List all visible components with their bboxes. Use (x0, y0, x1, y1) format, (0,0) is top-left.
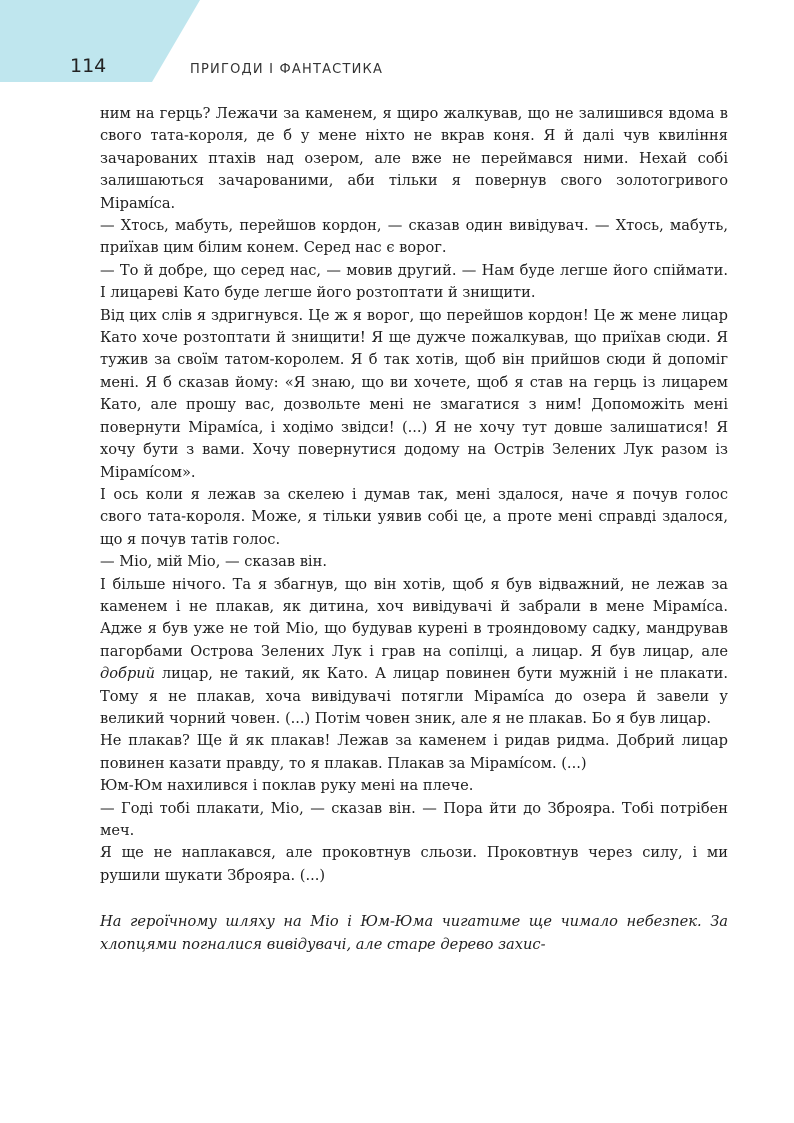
paragraph: — Годі тобі плакати, Міо, — сказав він. — Пора йти до Зброяра. Тобі потрібен меч. (100, 799, 728, 839)
paragraph: Я ще не наплакався, але проковтнув сльози. Проковтнув через силу, і ми рушили шукати Зброяра. (...) (100, 844, 728, 884)
paragraph: Від цих слів я здригнувся. Це ж я ворог, що перейшов кордон! Це ж мене лицар Като хоче розтоптати й знищити! Я ще дужче пожалкував, що приїхав сюди. Я тужив за своїм татом-королем. Я б так хотів, щоб він прийшов сюди й допоміг мені. Я б сказав йому: «Я знаю, що ви хочете, щоб я став на герць із лицарем Като, але прошу вас, дозвольте мені не змагатися з ним! Допоможіть мені повернути Мірамíса, і ходімо звідси! (...) Я не хочу тут довше залишатися! Я хочу бути з вами. Хочу повернутися додому на Острів Зелених Лук разом із Мірамíсом». (100, 306, 728, 481)
paragraph: І ось коли я лежав за скелею і думав так, мені здалося, наче я почув голос свого тата-короля. Може, я тільки уявив собі це, а проте мені справді здалося, що я почув татів голос. (100, 485, 728, 548)
body-text (100, 103, 728, 956)
paragraph: — Міо, мій Міо, — сказав він. (100, 553, 327, 571)
section-title: ПРИГОДИ І ФАНТАСТИКА (190, 62, 384, 77)
paragraph-spacer (100, 887, 728, 911)
paragraph: — Хтось, мабуть, перейшов кордон, — сказав один вивідувач. — Хтось, мабуть, приїхав цим білим конем. Серед нас є ворог. (100, 217, 728, 257)
paragraph: ним на герць? Лежачи за каменем, я щиро жалкував, що не залишився вдома в свого тата-короля, де б у мене ніхто не вкрав коня. Я й далі чув квиління зачарованих птахів над озером, але вже не переймався ними. Нехай собі залишаються зачарованими, аби тільки я повернув свого золотогривого Мірамíса. (100, 105, 728, 212)
emphasis-text: добрий (100, 665, 156, 683)
paragraph: Юм-Юм нахилився і поклав руку мені на плече. (100, 777, 474, 795)
epilogue-paragraph: На героїчному шляху на Міо і Юм-Юма чигатиме ще чимало небезпек. За хлопцями погналися вивідувачі, але старе дерево захис- (100, 913, 728, 953)
paragraph: Не плакав? Ще й як плакав! Лежав за каменем і ридав ридма. Добрий лицар повинен казати правду, то я плакав. Плакав за Мірамíсом. (...) (100, 732, 728, 772)
page-number: 114 (70, 55, 107, 77)
paragraph-text: І більше нічого. Та я збагнув, що він хотів, щоб я був відважний, не лежав за каменем і не плакав, як дитина, хоч вивідувачі й забрали в мене Мірамíса. Адже я був уже не той Міо, що будував курені в трояндовому садку, мандрував пагорбами Острова Зелених Лук і грав на сопілці, а лицар. Я був лицар, але (100, 575, 728, 660)
paragraph-text: лицар, не такий, як Като. А лицар повинен бути мужній і не плакати. Тому я не плакав, хоча вивідувачі потягли Мірамíса до озера й завели у великий чорний човен. (...) Потім човен зник, але я не плакав. Бо я був лицар. (100, 665, 729, 727)
paragraph (100, 574, 728, 731)
paragraph: — То й добре, що серед нас, — мовив другий. — Нам буде легше його спіймати. І лицареві Като буде легше його розтоптати й знищити. (100, 261, 728, 302)
